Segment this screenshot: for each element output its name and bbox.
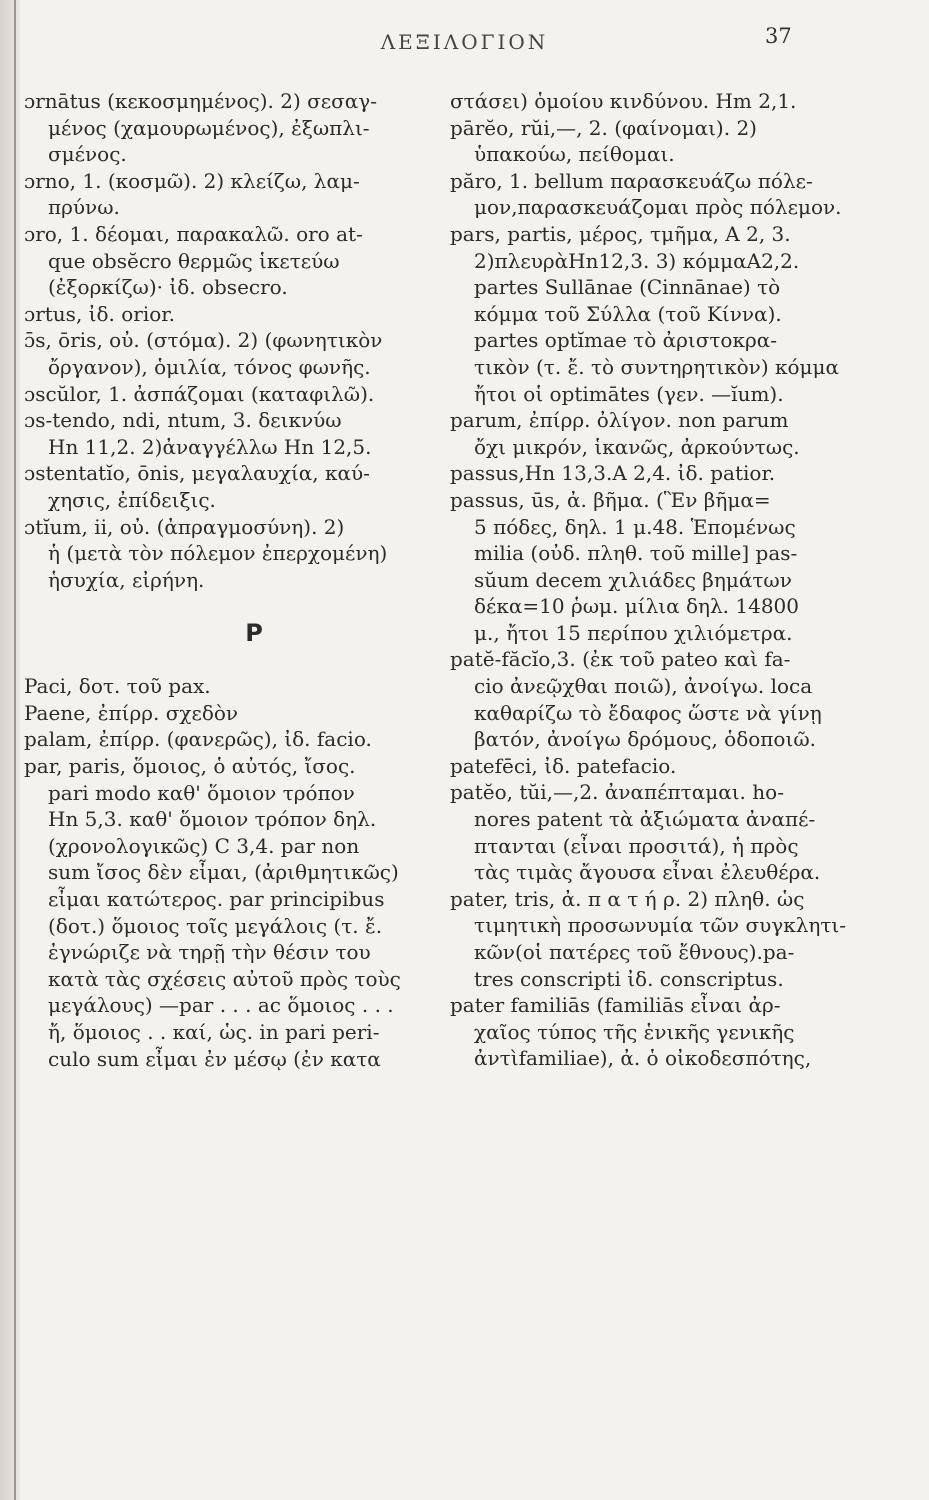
dictionary-line: χαῖος τύπος τῆς ἑνικῆς γενικῆς bbox=[474, 1019, 795, 1044]
dictionary-line: ɔrnātus (κεκοσμημένος). 2) σεσαγ- bbox=[24, 89, 377, 113]
dictionary-line: πτανται (εἶναι προσιτά), ἡ πρὸς bbox=[474, 833, 799, 858]
dictionary-line: ὄχι μικρόν, ἱκανῶς, ἀρκούντως. bbox=[474, 434, 800, 459]
dictionary-line: partes Sullānae (Cinnānae) τὸ bbox=[474, 275, 781, 300]
dictionary-line: pari modo καθ' ὅμοιον τρόπον bbox=[48, 780, 355, 805]
right-column-entries bbox=[450, 88, 880, 1072]
dictionary-line: πρύνω. bbox=[48, 195, 120, 220]
dictionary-line: nores patent τὰ ἀξιώματα ἀναπέ- bbox=[474, 807, 816, 832]
dictionary-line: Hn 5,3. καθ' ὅμοιον τρόπον δηλ. bbox=[48, 807, 377, 832]
dictionary-line: ɔstentatĭo, ōnis, μεγαλαυχία, καύ- bbox=[24, 461, 370, 486]
dictionary-line: τικὸν (τ. ἔ. τὸ συντηρητικὸν) κόμμα bbox=[474, 354, 840, 379]
dictionary-line: 5 πόδες, δηλ. 1 μ.48. Ἑπομένως bbox=[474, 514, 796, 539]
dictionary-line: ὄργανον), ὁμιλία, τόνος φωνῆς. bbox=[48, 354, 371, 379]
dictionary-line: τιμητικὴ προσωνυμία τῶν συγκλητι- bbox=[474, 913, 847, 938]
dictionary-line: ὑπακούω, πείθομαι. bbox=[474, 142, 675, 167]
page-number: 37 bbox=[765, 24, 792, 48]
dictionary-line: μον,παρασκευάζομαι πρὸς πόλεμον. bbox=[474, 195, 842, 220]
dictionary-line: μένος (χαμουρωμένος), ἐξωπλι- bbox=[48, 115, 370, 140]
dictionary-line: cio ἀνεῷχθαι ποιῶ), ἀνοίγω. loca bbox=[474, 674, 813, 699]
dictionary-line: ἤτοι οἱ optimātes (γεν. —ĭum). bbox=[474, 381, 784, 406]
dictionary-line: ɔscŭlor, 1. ἀσπάζομαι (καταφιλῶ). bbox=[24, 381, 375, 406]
dictionary-line: sŭum decem χιλιάδες βημάτων bbox=[474, 567, 792, 592]
binding-edge bbox=[14, 0, 16, 1500]
dictionary-line: (ἐξορκίζω)· ἰδ. obsecro. bbox=[48, 275, 288, 300]
running-header: ΛΕΞΙΛΟΓΙΟΝ bbox=[380, 30, 549, 54]
dictionary-line: μ., ἤτοι 15 περίπου χιλιόμετρα. bbox=[474, 620, 793, 645]
dictionary-line: pars, partis, μέρος, τμῆμα, A 2, 3. bbox=[450, 221, 791, 246]
dictionary-line: palam, ἐπίρρ. (φανερῶς), ἰδ. facio. bbox=[24, 727, 372, 752]
dictionary-line: Paene, ἐπίρρ. σχεδὸν bbox=[24, 700, 239, 725]
dictionary-line: στάσει) ὁμοίου κινδύνου. Hm 2,1. bbox=[450, 89, 797, 113]
dictionary-line: ἤ, ὅμοιος . . καί, ὡς. in pari peri- bbox=[48, 1020, 380, 1044]
dictionary-line: ἀντὶfamiliae), ἀ. ὁ οἰκοδεσπότης, bbox=[474, 1046, 812, 1071]
dictionary-line: milia (οὐδ. πληθ. τοῦ mille] pas- bbox=[474, 541, 798, 566]
dictionary-line: δέκα=10 ῥωμ. μίλια δηλ. 14800 bbox=[474, 594, 800, 619]
dictionary-line: μεγάλους) —par . . . ac ὅμοιος . . . bbox=[48, 993, 394, 1018]
dictionary-line: Paci, δοτ. τοῦ pax. bbox=[24, 674, 211, 699]
right-column bbox=[450, 88, 880, 1072]
left-column-entries-p bbox=[24, 673, 424, 1072]
dictionary-line: τὰς τιμὰς ἄγουσα εἶναι ἐλευθέρα. bbox=[474, 860, 821, 885]
dictionary-line: βατόν, ἀνοίγω δρόμους, ὁδοποιῶ. bbox=[474, 727, 816, 752]
dictionary-line: părо, 1. bellum παρασκευάζω πόλε- bbox=[450, 168, 813, 193]
dictionary-line: (δοτ.) ὅμοιος τοῖς μεγάλοις (τ. ἔ. bbox=[48, 913, 383, 938]
dictionary-line: parum, ἐπίρρ. ὀλίγον. non parum bbox=[450, 408, 789, 433]
dictionary-line: ɔ̄s, ōris, οὐ. (στόμα). 2) (φωνητικὸν bbox=[24, 328, 383, 353]
left-column-entries-o bbox=[24, 88, 424, 593]
dictionary-line: passus, ūs, ἀ. βῆμα. (Ἓν βῆμα= bbox=[450, 487, 771, 512]
dictionary-line: ɔs-tendo, ndi, ntum, 3. δεικνύω bbox=[24, 408, 342, 433]
left-column bbox=[24, 88, 424, 1072]
dictionary-line: partes optĭmae τὸ ἀριστοκρα- bbox=[474, 328, 777, 353]
dictionary-line: sum ἴσος δὲν εἶμαι, (ἀριθμητικῶς) bbox=[48, 860, 399, 885]
section-letter-heading: P bbox=[245, 619, 263, 648]
dictionary-line: pater familiās (familiās εἶναι ἀρ- bbox=[450, 993, 781, 1018]
dictionary-line: κόμμα τοῦ Σύλλα (τοῦ Κίννα). bbox=[474, 301, 782, 326]
dictionary-line: par, paris, ὅμοιος, ὁ αὐτός, ἴσος. bbox=[24, 754, 356, 779]
dictionary-line: σμένος. bbox=[48, 142, 127, 167]
dictionary-line: κατὰ τὰς σχέσεις αὐτοῦ πρὸς τοὺς bbox=[48, 966, 401, 991]
dictionary-line: ɔro, 1. δέομαι, παρακαλῶ. oro at- bbox=[24, 221, 363, 246]
dictionary-line: ɔtĭum, ii, οὐ. (ἀπραγμοσύνη). 2) bbox=[24, 514, 345, 539]
dictionary-line: χησις, ἐπίδειξις. bbox=[48, 487, 216, 512]
dictionary-line: ἐγνώριζε νὰ τηρῇ τὴν θέσιν του bbox=[48, 940, 371, 965]
dictionary-line: Hn 11,2. 2)ἀναγγέλλω Hn 12,5. bbox=[48, 434, 372, 459]
dictionary-line: καθαρίζω τὸ ἔδαφος ὥστε νὰ γίνῃ bbox=[474, 700, 822, 725]
dictionary-line: tres conscripti ἰδ. conscriptus. bbox=[474, 966, 784, 991]
dictionary-line: pārĕo, rŭi,—, 2. (φαίνομαι). 2) bbox=[450, 115, 757, 140]
dictionary-line: ἡσυχία, εἰρήνη. bbox=[48, 567, 205, 592]
dictionary-line: pater, tris, ἀ. π α τ ή ρ. 2) πληθ. ὡς bbox=[450, 886, 805, 911]
dictionary-line: patĕo, tŭi,—,2. ἀναπέπταμαι. ho- bbox=[450, 780, 784, 805]
dictionary-line: ἡ (μετὰ τὸν πόλεμον ἐπερχομένη) bbox=[48, 541, 388, 566]
dictionary-line: patefēci, ἰδ. patefacio. bbox=[450, 753, 677, 778]
page-gutter bbox=[0, 0, 20, 1500]
dictionary-line: 2)πλευρὰHn12,3. 3) κόμμαA2,2. bbox=[474, 248, 800, 273]
dictionary-line: κῶν(οἱ πατέρες τοῦ ἔθνους).pa- bbox=[474, 940, 795, 964]
dictionary-line: ɔrtus, ἰδ. orior. bbox=[24, 301, 176, 326]
dictionary-line: εἶμαι κατώτερος. par principibus bbox=[48, 887, 385, 912]
dictionary-line: que obsĕcro θερμῶς ἱκετεύω bbox=[48, 248, 340, 273]
dictionary-line: patĕ-făcĭo,3. (ἐκ τοῦ pateo καὶ fa- bbox=[450, 647, 791, 672]
dictionary-line: passus,Hn 13,3.A 2,4. ἰδ. patior. bbox=[450, 461, 776, 486]
dictionary-line: culo sum εἶμαι ἐν μέσῳ (ἐν κατα bbox=[48, 1046, 381, 1071]
dictionary-line: (χρονολογικῶς) C 3,4. par non bbox=[48, 833, 360, 858]
dictionary-line: ɔrno, 1. (κοσμῶ). 2) κλείζω, λαμ- bbox=[24, 168, 360, 193]
